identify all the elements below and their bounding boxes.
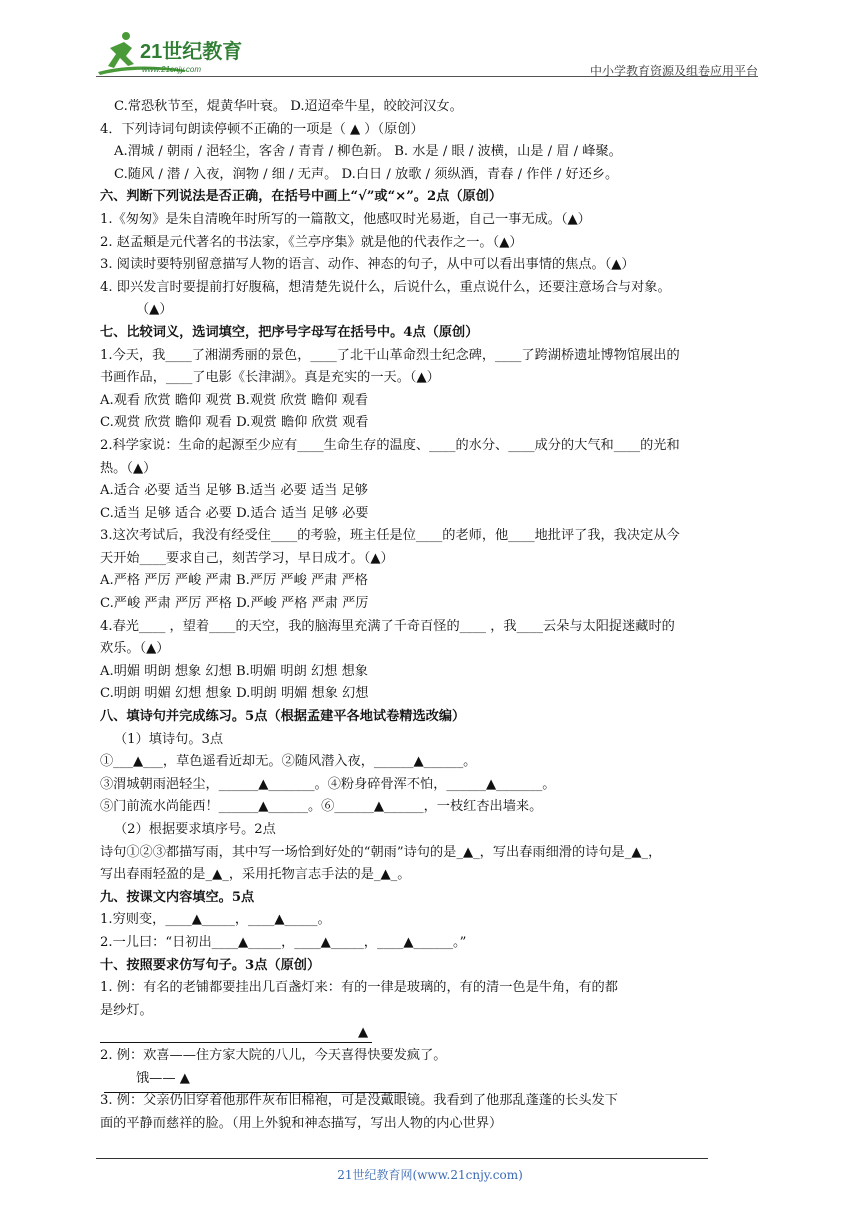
text-line: 书画作品，____了电影《长津湖》。真是充实的一天。（▲） (100, 370, 440, 386)
text-line: 写出春雨轻盈的是_▲_，采用托物言志手法的是_▲_。 (100, 867, 411, 883)
text-line: A.明媚 明朗 想象 幻想 B.明媚 明朗 幻想 想象 (100, 663, 368, 679)
section-heading: 十、按照要求仿写句子。3点（原创） (100, 957, 321, 973)
text-line: 2. 赵孟頫是元代著名的书法家，《兰亭序集》就是他的代表作之一。（▲） (100, 234, 523, 250)
text-line: 1. 例：有名的老铺都要挂出几百盏灯来：有的一律是玻璃的，有的清一色是牛角，有的都 (100, 980, 618, 996)
text-line: C.观赏 欣赏 瞻仰 观看 D.观赏 瞻仰 欣赏 观看 (100, 415, 369, 431)
section-heading: 九、按课文内容填空。5点 (100, 889, 255, 905)
text-line: A.严格 严厉 严峻 严肃 B.严厉 严峻 严肃 严格 (100, 573, 368, 589)
site-logo (96, 28, 266, 78)
footer-text: 21世纪教育网(www.21cnjy.com) (337, 1168, 523, 1182)
text-line: 是纱灯。 (100, 1002, 153, 1018)
answer-line-2 (104, 1092, 406, 1093)
text-line: 3. 例：父亲仍旧穿着他那件灰布旧棉袍，可是没戴眼镜。我看到了他那乱蓬蓬的长头发下 (100, 1093, 618, 1109)
text-line: （2）根据要求填序号。2点 (114, 822, 276, 837)
logo-url: www.21cnjy.com (142, 65, 201, 74)
section-heading: 六、判断下列说法是否正确，在括号中画上“√”或“×”。2点（原创） (100, 189, 503, 205)
text-line: 2.一儿曰：“日初出____▲_____，____▲_____，____▲______。” (100, 934, 467, 950)
section-heading: 七、比较词义，选词填空，把序号字母写在括号中。4点（原创） (100, 324, 479, 340)
section-heading: 八、填诗句并完成练习。5点（根据孟建平各地试卷精选改编） (100, 709, 466, 725)
text-line: 饿—— ▲ (136, 1070, 190, 1086)
exam-content (100, 96, 760, 1135)
text-line: C.严峻 严肃 严厉 严格 D.严峻 严格 严肃 严厉 (100, 596, 369, 612)
text-line: 1.穷则变，____▲_____，____▲_____。 (100, 912, 331, 928)
text-line: 3.这次考试后，我没有经受住____的考验，班主任是位____的老师，他____地批评了我，我决定从今 (100, 528, 680, 544)
text-line: A.适合 必要 适当 足够 B.适当 必要 适当 足够 (100, 483, 368, 499)
text-line: （▲） (136, 302, 173, 318)
header-divider (96, 76, 758, 77)
text-line: 欢乐。（▲） (100, 641, 170, 657)
text-line: 2.科学家说：生命的起源至少应有____生命生存的温度、____的水分、____成分的大气和____的光和 (100, 437, 680, 453)
text-line: ③渭城朝雨浥轻尘，______▲_______。④粉身碎骨浑不怕，______▲_______。 (100, 776, 556, 792)
text-line: 面的平静而慈祥的脸。（用上外貌和神态描写，写出人物的内心世界） (100, 1115, 503, 1131)
text-line: 诗句①②③都描写雨，其中写一场恰到好处的“朝雨”诗句的是_▲_，写出春雨细滑的诗句是_▲_， (100, 844, 662, 860)
text-line: C.随风 / 潜 / 入夜，润物 / 细 / 无声。 D.白日 / 放歌 / 须纵酒，青春 / 作伴 / 好还乡。 (114, 166, 619, 182)
page-header (96, 28, 758, 78)
text-line: C.适当 足够 适合 必要 D.适合 适当 足够 必要 (100, 505, 369, 521)
text-line: 3. 阅读时要特别留意描写人物的语言、动作、神态的句子，从中可以看出事情的焦点。（▲） (100, 257, 635, 273)
text-line: C.常恐秋节至，焜黄华叶衰。 D.迢迢牵牛星，皎皎河汉女。 (114, 99, 463, 114)
text-line: 2. 例：欢喜——住方家大院的八儿，今天喜得快要发疯了。 (100, 1047, 447, 1063)
text-line: 4.春光____ ，望着____的天空，我的脑海里充满了千奇百怪的____ ，我____云朵与太阳捉迷藏时的 (100, 618, 675, 634)
platform-name: 中小学教育资源及组卷应用平台 (589, 64, 758, 78)
text-line: A.渭城 / 朝雨 / 浥轻尘，客舍 / 青青 / 柳色新。 B. 水是 / 眼 / 波横，山是 / 眉 / 峰聚。 (114, 144, 622, 160)
text-line: A.观看 欣赏 瞻仰 观赏 B.观赏 欣赏 瞻仰 观看 (100, 392, 368, 408)
answer-line-1 (100, 1042, 372, 1043)
text-line: 1.今天，我____了湘湖秀丽的景色，____了北干山革命烈士纪念碑，____了跨湖桥遗址博物馆展出的 (100, 347, 680, 363)
text-line: 热。（▲） (100, 460, 157, 476)
text-line: 4. 即兴发言时要提前打好腹稿，想清楚先说什么，后说什么，重点说什么，还要注意场合与对象。 (100, 279, 671, 295)
text-line: ▲ (358, 1025, 369, 1041)
text-line: ⑤门前流水尚能西！______▲______。⑥______▲______，一枝红杏出墙来。 (100, 799, 543, 815)
text-line: C.明朗 明媚 幻想 想象 D.明朗 明媚 想象 幻想 (100, 686, 369, 702)
logo-text: 21世纪教育 (140, 41, 243, 63)
footer-divider (96, 1158, 708, 1159)
text-line: 天开始____要求自己，刻苦学习，早日成才。（▲） (100, 550, 394, 566)
text-line: 4．下列诗词句朗读停顿不正确的一项是（ ▲ ）（原创） (100, 121, 424, 137)
text-line: （1）填诗句。3点 (114, 731, 224, 747)
text-line: 1.《匆匆》是朱自清晚年时所写的一篇散文，他感叹时光易逝，自己一事无成。（▲） (100, 211, 591, 227)
text-line: ①___▲___，草色遥看近却无。②随风潜入夜，______▲______。 (100, 754, 477, 770)
